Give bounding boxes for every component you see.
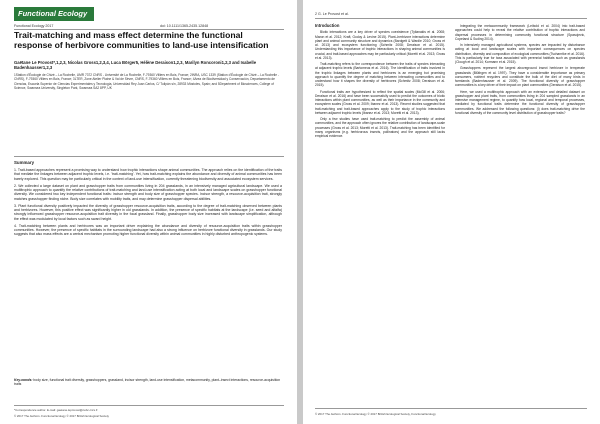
text-column-right: [455, 24, 585, 117]
article-second-page: [303, 0, 600, 424]
summary-paragraph: 4. Trait-matching between plants and herbivores was an important driver explaining the abundance and diversity of resource-acquisition traits within grasshopper communities. However, the presence of specific habitats in the surrounding landscape had also a strong influence on herbivore functional diversity in grasslands. Our study suggests that also mass effects are a central mechanism promoting higher functional diversity within animal communities in highly disturbed anthropogenic systems.: [14, 223, 282, 237]
body-paragraph: Functional traits are hypothesized to reflect the spatial scales (McGill et al. 2006; Deraison et al. 2016) and have been successfully used to predict the outcomes of biotic interactions within plant communities, as well as their importance in the community and ecosystem scales (Gross et al. 2009; Ibanez et al. 2013). Recent studies suggested that trait-matching and trait-based approaches apply to the study of trophic interactions between adjacent trophic levels (Ibanez et al. 2013; Moretti et al. 2013).: [315, 89, 445, 115]
copyright-line: © 2017 The Authors. Functional Ecology © 2017 British Ecological Society, Functional Ecology: [315, 412, 436, 416]
section-heading-introduction: Introduction: [315, 23, 340, 28]
journal-banner: Functional Ecology: [14, 7, 94, 21]
body-paragraph: Here, we used a multitrophic approach with an extensive and detailed dataset on grasshopper and plant traits, from communities living in 204 sampled grasslands in an intensive management regime, to quantify how local, regional and temporal processes, mediated by functional traits determine the functional diversity of grasshopper communities. We addressed the following questions: (i) does trait-matching drive the functional diversity of the community level distribution of grasshopper traits?: [455, 89, 585, 115]
body-paragraph: Grasshoppers represent the largest aboveground insect herbivore in temperate grasslands (Blüthgen et al. 1997). They have a considerable importance as primary consumers, nutrient recyclers and constitute the bulk of the diet of many birds in farmlands (Badenhausser et al. 2009). The functional diversity of grasshopper communities is a key driver of their impact on plant communities (Deraison et al. 2015).: [455, 66, 585, 88]
body-paragraph: Trait-matching refers to the correspondence between the traits of species interacting at adjacent trophic levels (Bartomeus et al. 2016). The identification of traits involved in the trophic linkages between plants and herbivores is an emerging but promising approach to quantify the degree of matching between interacting communities and to understand how it shapes the diversity of herbivores (Schmitz 2008; Deraison et al. 2015).: [315, 62, 445, 88]
text-column-left: [315, 24, 445, 140]
article-title: Trait-matching and mass effect determine the functional response of herbivore communities to land-use intensification: [14, 30, 269, 50]
body-paragraph: Integrating the metacommunity framework (Leibold et al. 2004) into trait-based approaches could help to reveal the relative contribution of trophic interactions and dispersal processes in determining community functional structure (Spasojevic, Copeland & Suding 2014).: [455, 24, 585, 41]
running-head: 2 G. Le Provost et al.: [315, 12, 349, 16]
summary-rule: [14, 156, 284, 157]
body-paragraph: In intensively managed agricultural systems, species are impacted by disturbance acting at local and landscape scales with important consequences on species distribution, diversity and composition of ecological communities (Tscharntke et al. 2016). This is particularly true for taxa associated with perennial habitats such as grasslands (Clough et al. 2014; Kormann et al. 2015).: [455, 43, 585, 64]
summary-heading: Summary: [14, 160, 35, 165]
affiliations: 1Station d'Écologie de Chizé – La Rochelle, UMR 7372 CNRS - Université de La Rochelle, F-79360 Villiers en Bois, France; 2INRA, USC 1339 (Station d'Écologie de Chizé – La Rochelle - CNRS), F-79360 Villiers en Bois, France; 3LTER, Zone Atelier Plaine & Val de Sèvre, CNRS, F-79360 Villiers en Bois, France; 4Area de Biodiversidad y Conservación, Departamento de Ciencias, Escuela Superior de Ciencias Experimentales y Tecnología, Universidad Rey Juan Carlos, C/ Tulipán s/n, 28933 Móstoles, Spain; and 5Department of Biosciences, College of Science, Swansea University, Singleton Park, Swansea SA2 8PP, UK: [14, 73, 279, 90]
correspondence-note: *Correspondence author. E-mail: gaetane.leprovost@cebc.cnrs.fr: [14, 408, 98, 412]
summary-body: [14, 168, 282, 239]
header-rule: [315, 18, 587, 19]
citation: Functional Ecology 2017: [14, 24, 54, 28]
body-paragraph: Biotic interactions are a key driver of species coexistence (Tylianakis et al. 2008; Maron et al. 2012; Kraft, Godoy & Levine 2015). Plant–herbivore interactions determine plant and animal community structure and dynamics (Bardgett & Wardle 2010; Gross et al. 2013) and ecosystem functioning (Schmitz 2008; Deraison et al. 2015). Understanding this importance of trophic interactions in shaping animal communities is crucial, and trait-based approaches may be particularly critical (Moretti et al. 2013; Gross et al. 2013).: [315, 30, 445, 60]
keywords-label: Key-words:: [14, 378, 33, 382]
article-first-page: [0, 0, 297, 424]
body-paragraph: Only a few studies have used trait-matching to predict the assembly of animal communities, and the approach often ignores the relative contribution of landscape-scale processes (Gross et al. 2013; Moretti et al. 2013). Trait-matching has been identified for many organisms (e.g. herbivorous insects, pollinators) and the approach still lacks empirical evidence.: [315, 117, 445, 138]
footer-rule: [14, 405, 284, 406]
keywords-text: body size, functional trait diversity, grasshoppers, grassland, incisor strength, land-use intensification, metacommunity, plant–insect interactions, resource-acquisition traits: [14, 378, 281, 387]
author-list: Gaëtane Le Provost*,1,2,3, Nicolas Gross1,2,3,4, Luca Börger5, Hélène Deraison1,2,3, Marilyn Roncoroni1,2,3 and Isabelle Badenhausser1,2,3: [14, 60, 257, 70]
copyright-line: © 2017 The Authors. Functional Ecology © 2017 British Ecological Society: [14, 414, 109, 418]
doi[interactable]: doi: 10.1111/1365-2435.12848: [160, 24, 209, 28]
summary-paragraph: 3. Plant functional diversity positively impacted the diversity of grasshopper resource-acquisition traits, according to the degree of trait-matching observed between plants and herbivores. However, this positive effect was significantly higher in old grasslands. In addition, the presence of specific habitats at the landscape (i.e. seed and alfalfa) strongly influenced grasshopper resource-acquisition trait diversity in the focal grassland. Finally, grasshopper body size increased with landscape simplification, although the effect was modulated by local factors such as sward height.: [14, 203, 282, 221]
summary-paragraph: 2. We collected a large dataset on plant and grasshopper traits from communities living in 204 grasslands, in an intensively managed agricultural landscape. We used a multitrophic approach to quantify the relative contributions of trait-matching and land-use intensification acting at both local and landscape scales on grasshopper functional diversity. We considered two key independent functional traits: incisor strength and body size of grasshopper species. Incisor strength, a resource-acquisition trait, strongly matches grasshopper finding niche. Body size correlates with mobility traits, and may determine grasshopper dispersal abilities.: [14, 183, 282, 201]
keywords: [14, 378, 282, 387]
summary-paragraph: 1. Trait-based approaches represent a promising way to understand how trophic interactions shape animal communities. The approach relies on the identification of the traits that mediate the linkages between adjacent trophic levels, i.e. 'trait-matching'. Yet, how trait-matching explains the abundance and diversity of animal communities has been barely explored. This question may be particularly critical in the context of land-use intensification, currently threatening biodiversity and associated ecosystem services.: [14, 168, 282, 181]
footer-rule: [315, 408, 587, 409]
